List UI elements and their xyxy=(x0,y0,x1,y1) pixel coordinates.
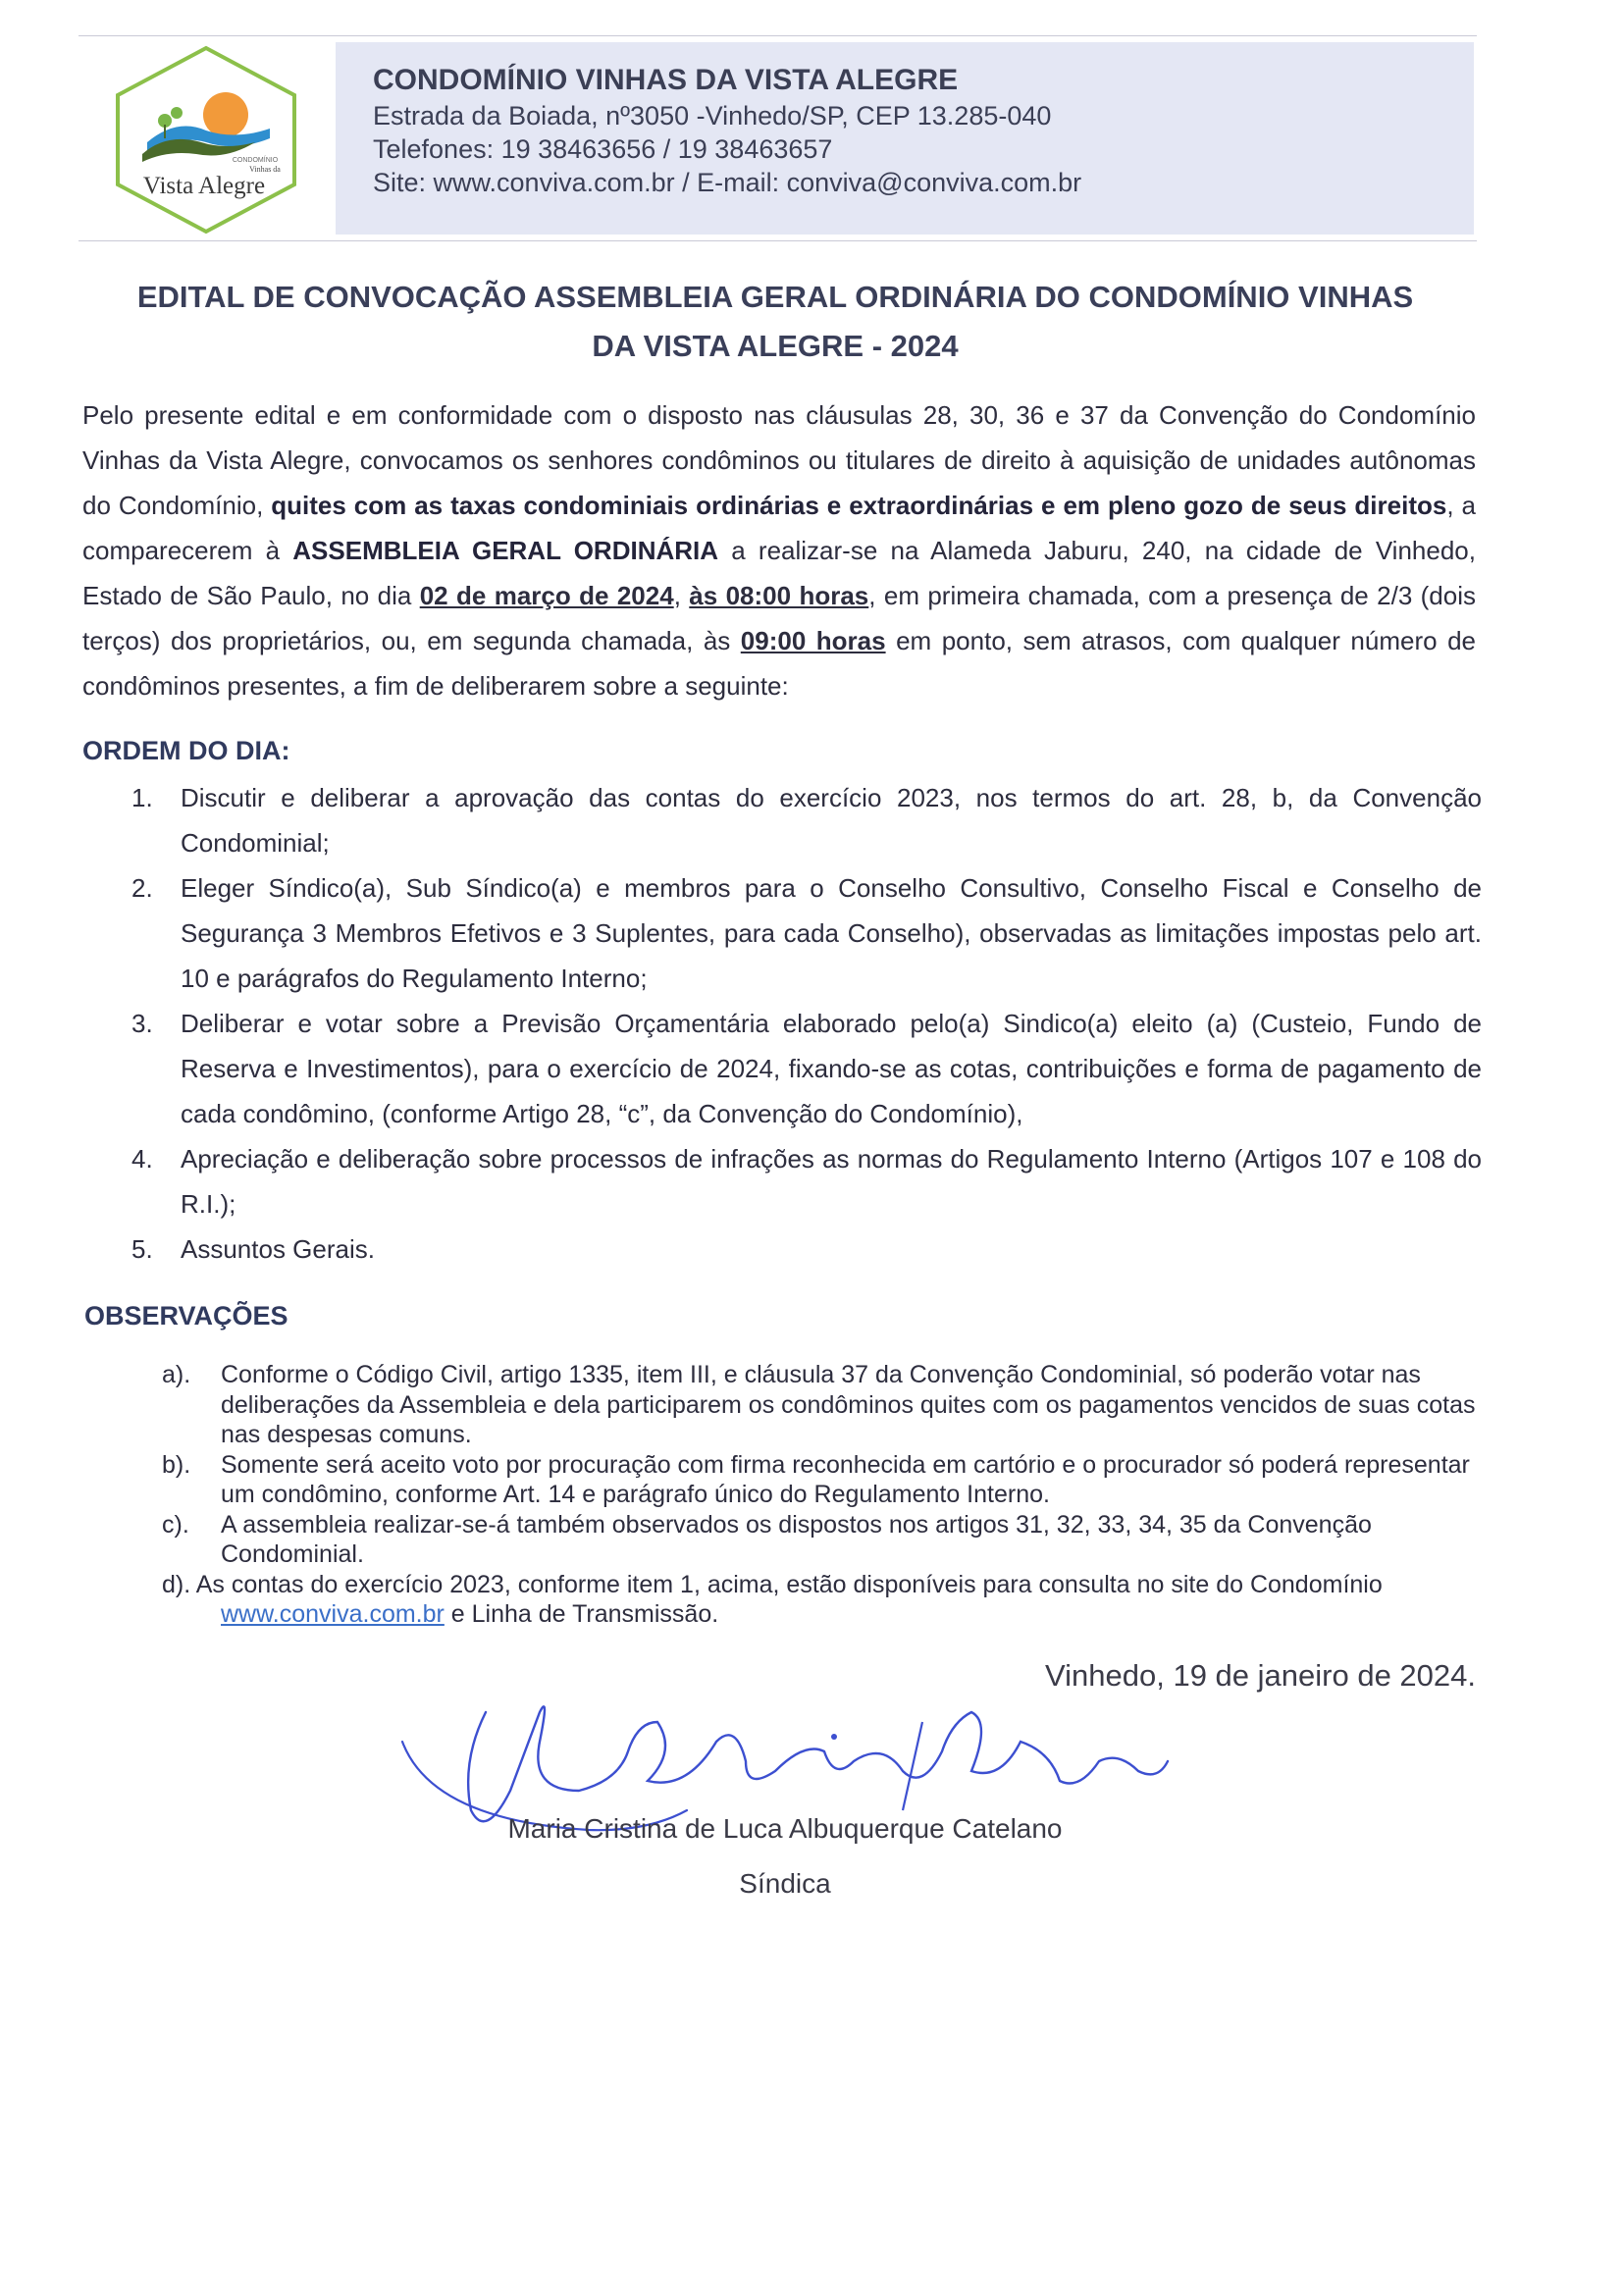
observation-text-tail: e Linha de Transmissão. xyxy=(444,1600,719,1628)
second-call-time: 09:00 horas xyxy=(740,626,886,655)
condominium-logo xyxy=(108,44,304,235)
intro-paragraph xyxy=(82,392,1476,708)
svg-text:Vinhas da: Vinhas da xyxy=(249,165,281,174)
conviva-site-link[interactable]: www.conviva.com.br xyxy=(221,1600,445,1628)
agenda-item xyxy=(128,865,1482,1001)
meeting-date: 02 de março de 2024 xyxy=(419,581,674,610)
agenda-item-number: 2. xyxy=(131,873,153,903)
agenda-item-text: Assuntos Gerais. xyxy=(181,1234,375,1264)
intro-text-6: em ponto, sem atrasos, com qualquer número de condôminos presentes, a fim de deliberarem sobre a seguinte: xyxy=(82,626,1476,701)
observation-text: Conforme o Código Civil, artigo 1335, item III, e cláusula 37 da Convenção Condominial, só poderão votar nas deliberações da Assembleia e dela participarem os condôminos quites com os pagamentos vencidos de suas cotas nas despesas comuns. xyxy=(221,1361,1476,1448)
agenda-item-number: 5. xyxy=(131,1234,153,1264)
intro-text-1: Pelo presente edital e em conformidade com o disposto nas cláusulas 28, 30, 36 e 37 da Convenção do Condomínio Vinhas da Vista Alegre, convocamos os senhores condôminos ou titulares de direito à aquisição de unidades autônomas do Condomínio, xyxy=(82,400,1476,520)
observations-list xyxy=(162,1360,1477,1630)
observation-a xyxy=(162,1360,1477,1450)
agenda-item-text: Apreciação e deliberação sobre processos de infrações as normas do Regulamento Interno (Artigos 107 e 108 do R.I.); xyxy=(181,1144,1482,1219)
condominium-phones: Telefones: 19 38463656 / 19 38463657 xyxy=(373,134,833,164)
observations-heading: OBSERVAÇÕES xyxy=(84,1301,288,1331)
observation-text: A assembleia realizar-se-á também observados os dispostos nos artigos 31, 32, 33, 34, 35 da Convenção Condominial. xyxy=(221,1510,1372,1568)
observation-marker: a). xyxy=(162,1361,191,1388)
agenda-list xyxy=(128,775,1482,1272)
agenda-item xyxy=(128,775,1482,865)
condominium-name: CONDOMÍNIO VINHAS DA VISTA ALEGRE xyxy=(373,64,959,96)
observation-text: Somente será aceito voto por procuração com firma reconhecida em cartório e o procurador só poderá representar um condômino, conforme Art. 14 e parágrafo único do Regulamento Interno. xyxy=(221,1450,1470,1508)
signer-name: Maria Cristina de Luca Albuquerque Catelano xyxy=(507,1813,1063,1844)
intro-text-2: , a comparecerem à xyxy=(82,491,1476,565)
agenda-item-text: Discutir e deliberar a aprovação das contas do exercício 2023, nos termos do art. 28, b, da Convenção Condominial; xyxy=(181,783,1482,858)
intro-text-3: a realizar-se na Alameda Jaburu, 240, na cidade de Vinhedo, Estado de São Paulo, no dia xyxy=(82,536,1476,610)
intro-text-4: , xyxy=(673,581,690,610)
svg-text:Vista Alegre: Vista Alegre xyxy=(142,173,266,199)
observation-marker: c). xyxy=(162,1510,189,1539)
observation-b xyxy=(162,1450,1477,1510)
place-date: Vinhedo, 19 de janeiro de 2024. xyxy=(1045,1658,1476,1693)
document-title-line1: EDITAL DE CONVOCAÇÃO ASSEMBLEIA GERAL ORDINÁRIA DO CONDOMÍNIO VINHAS xyxy=(136,280,1414,314)
agenda-item xyxy=(128,1136,1482,1226)
intro-bold-assembleia: ASSEMBLEIA GERAL ORDINÁRIA xyxy=(292,536,719,565)
condominium-site-email: Site: www.conviva.com.br / E-mail: conviva@conviva.com.br xyxy=(373,168,1082,197)
agenda-heading: ORDEM DO DIA: xyxy=(82,736,290,765)
observation-c xyxy=(162,1510,1477,1570)
observation-marker: d). xyxy=(162,1570,191,1598)
agenda-item xyxy=(128,1226,1482,1272)
document-title xyxy=(88,273,1462,371)
agenda-item-number: 4. xyxy=(131,1144,153,1174)
document-title-line2: DA VISTA ALEGRE - 2024 xyxy=(592,329,959,363)
agenda-item xyxy=(128,1001,1482,1136)
intro-text-5: , em primeira chamada, com a presença de 2/3 (dois terços) dos proprietários, ou, em segunda chamada, às xyxy=(82,581,1476,655)
observation-d xyxy=(162,1570,1477,1630)
observation-text: As contas do exercício 2023, conforme item 1, acima, estão disponíveis para consulta no site do Condomínio xyxy=(190,1570,1383,1598)
agenda-item-number: 3. xyxy=(131,1009,153,1038)
svg-text:CONDOMÍNIO: CONDOMÍNIO xyxy=(232,157,279,164)
letterhead xyxy=(79,35,1477,241)
intro-bold-quites: quites com as taxas condominiais ordinárias e extraordinárias e em pleno gozo de seus direitos xyxy=(271,491,1447,520)
first-call-time: às 08:00 horas xyxy=(689,581,869,610)
signer-role: Síndica xyxy=(739,1868,831,1899)
agenda-item-text: Eleger Síndico(a), Sub Síndico(a) e membros para o Conselho Consultivo, Conselho Fiscal e Conselho de Segurança 3 Membros Efetivos e 3 Suplentes, para cada Conselho), observadas as limitações impostas pelo art. 10 e parágrafos do Regulamento Interno; xyxy=(181,873,1482,993)
observation-marker: b). xyxy=(162,1450,191,1479)
agenda-item-text: Deliberar e votar sobre a Previsão Orçamentária elaborado pelo(a) Sindico(a) eleito (a) (Custeio, Fundo de Reserva e Investimentos), para o exercício de 2024, fixando-se as cotas, contribuições e forma de pagamento de cada condômino, (conforme Artigo 28, “c”, da Convenção do Condomínio), xyxy=(181,1009,1482,1128)
condominium-address: Estrada da Boiada, nº3050 -Vinhedo/SP, CEP 13.285-040 xyxy=(373,101,1052,130)
agenda-item-number: 1. xyxy=(131,783,153,812)
